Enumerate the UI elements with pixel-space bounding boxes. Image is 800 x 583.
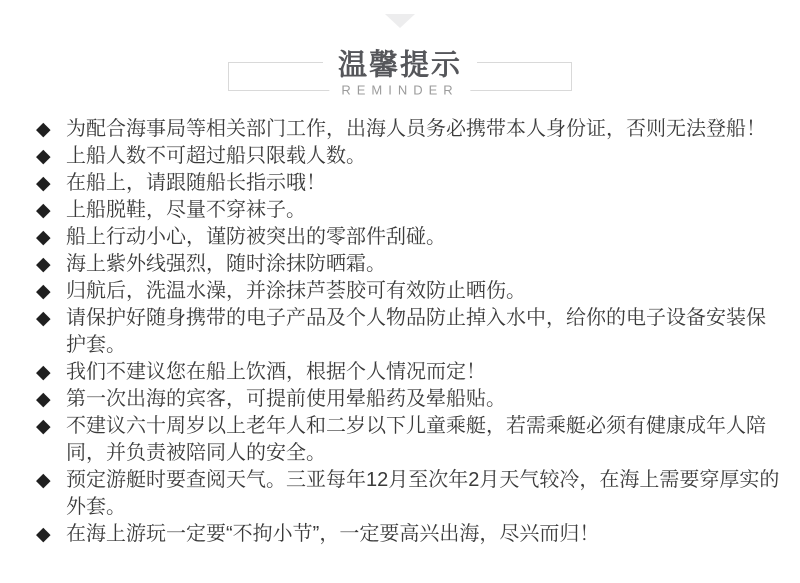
chevron-down-icon: [385, 14, 415, 28]
reminder-item: [36, 170, 780, 197]
diamond-bullet-icon: ◆: [36, 173, 51, 194]
diamond-bullet-icon: ◆: [36, 416, 51, 437]
reminder-text: 上船脱鞋，尽量不穿袜子。: [66, 199, 306, 221]
reminder-text: 在海上游玩一定要“不拘小节”，一定要高兴出海，尽兴而归！: [66, 523, 600, 545]
diamond-bullet-icon: ◆: [36, 254, 51, 275]
reminder-list: [0, 116, 800, 548]
reminder-item: [36, 278, 780, 305]
diamond-bullet-icon: ◆: [36, 308, 51, 329]
reminder-text: 第一次出海的宾客，可提前使用晕船药及晕船贴。: [66, 388, 506, 410]
header-frame: [228, 49, 572, 98]
diamond-bullet-icon: ◆: [36, 362, 51, 383]
reminder-item: [36, 467, 780, 521]
reminder-item: [36, 413, 780, 467]
diamond-bullet-icon: ◆: [36, 470, 51, 491]
diamond-bullet-icon: ◆: [36, 146, 51, 167]
reminder-item: [36, 305, 780, 359]
reminder-text: 船上行动小心，谨防被突出的零部件刮碰。: [66, 226, 446, 248]
reminder-text: 为配合海事局等相关部门工作，出海人员务必携带本人身份证，否则无法登船！: [66, 118, 766, 140]
diamond-bullet-icon: ◆: [36, 200, 51, 221]
diamond-bullet-icon: ◆: [36, 119, 51, 140]
page-subtitle: REMINDER: [329, 83, 470, 98]
diamond-bullet-icon: ◆: [36, 389, 51, 410]
diamond-bullet-icon: ◆: [36, 281, 51, 302]
reminder-text: 上船人数不可超过船只限载人数。: [66, 145, 366, 167]
diamond-bullet-icon: ◆: [36, 227, 51, 248]
reminder-item: [36, 197, 780, 224]
reminder-text: 在船上，请跟随船长指示哦！: [66, 172, 326, 194]
diamond-bullet-icon: ◆: [36, 524, 51, 545]
reminder-text: 归航后，洗温水澡，并涂抹芦荟胶可有效防止晒伤。: [66, 280, 526, 302]
reminder-text: 不建议六十周岁以上老年人和二岁以下儿童乘艇，若需乘艇必须有健康成年人陪同，并负责被陪同人的安全。: [66, 415, 766, 464]
reminder-item: [36, 143, 780, 170]
reminder-text: 请保护好随身携带的电子产品及个人物品防止掉入水中，给你的电子设备安装保护套。: [66, 307, 766, 356]
reminder-item: [36, 386, 780, 413]
reminder-text: 我们不建议您在船上饮酒，根据个人情况而定！: [66, 361, 486, 383]
reminder-item: [36, 521, 780, 548]
reminder-text: 预定游艇时要查阅天气。三亚每年12月至次年2月天气较冷，在海上需要穿厚实的外套。: [66, 469, 780, 518]
reminder-item: [36, 359, 780, 386]
reminder-text: 海上紫外线强烈，随时涂抹防晒霜。: [66, 253, 386, 275]
reminder-item: [36, 224, 780, 251]
reminder-item: [36, 251, 780, 278]
page-title: 温馨提示: [323, 43, 477, 84]
reminder-item: [36, 116, 780, 143]
